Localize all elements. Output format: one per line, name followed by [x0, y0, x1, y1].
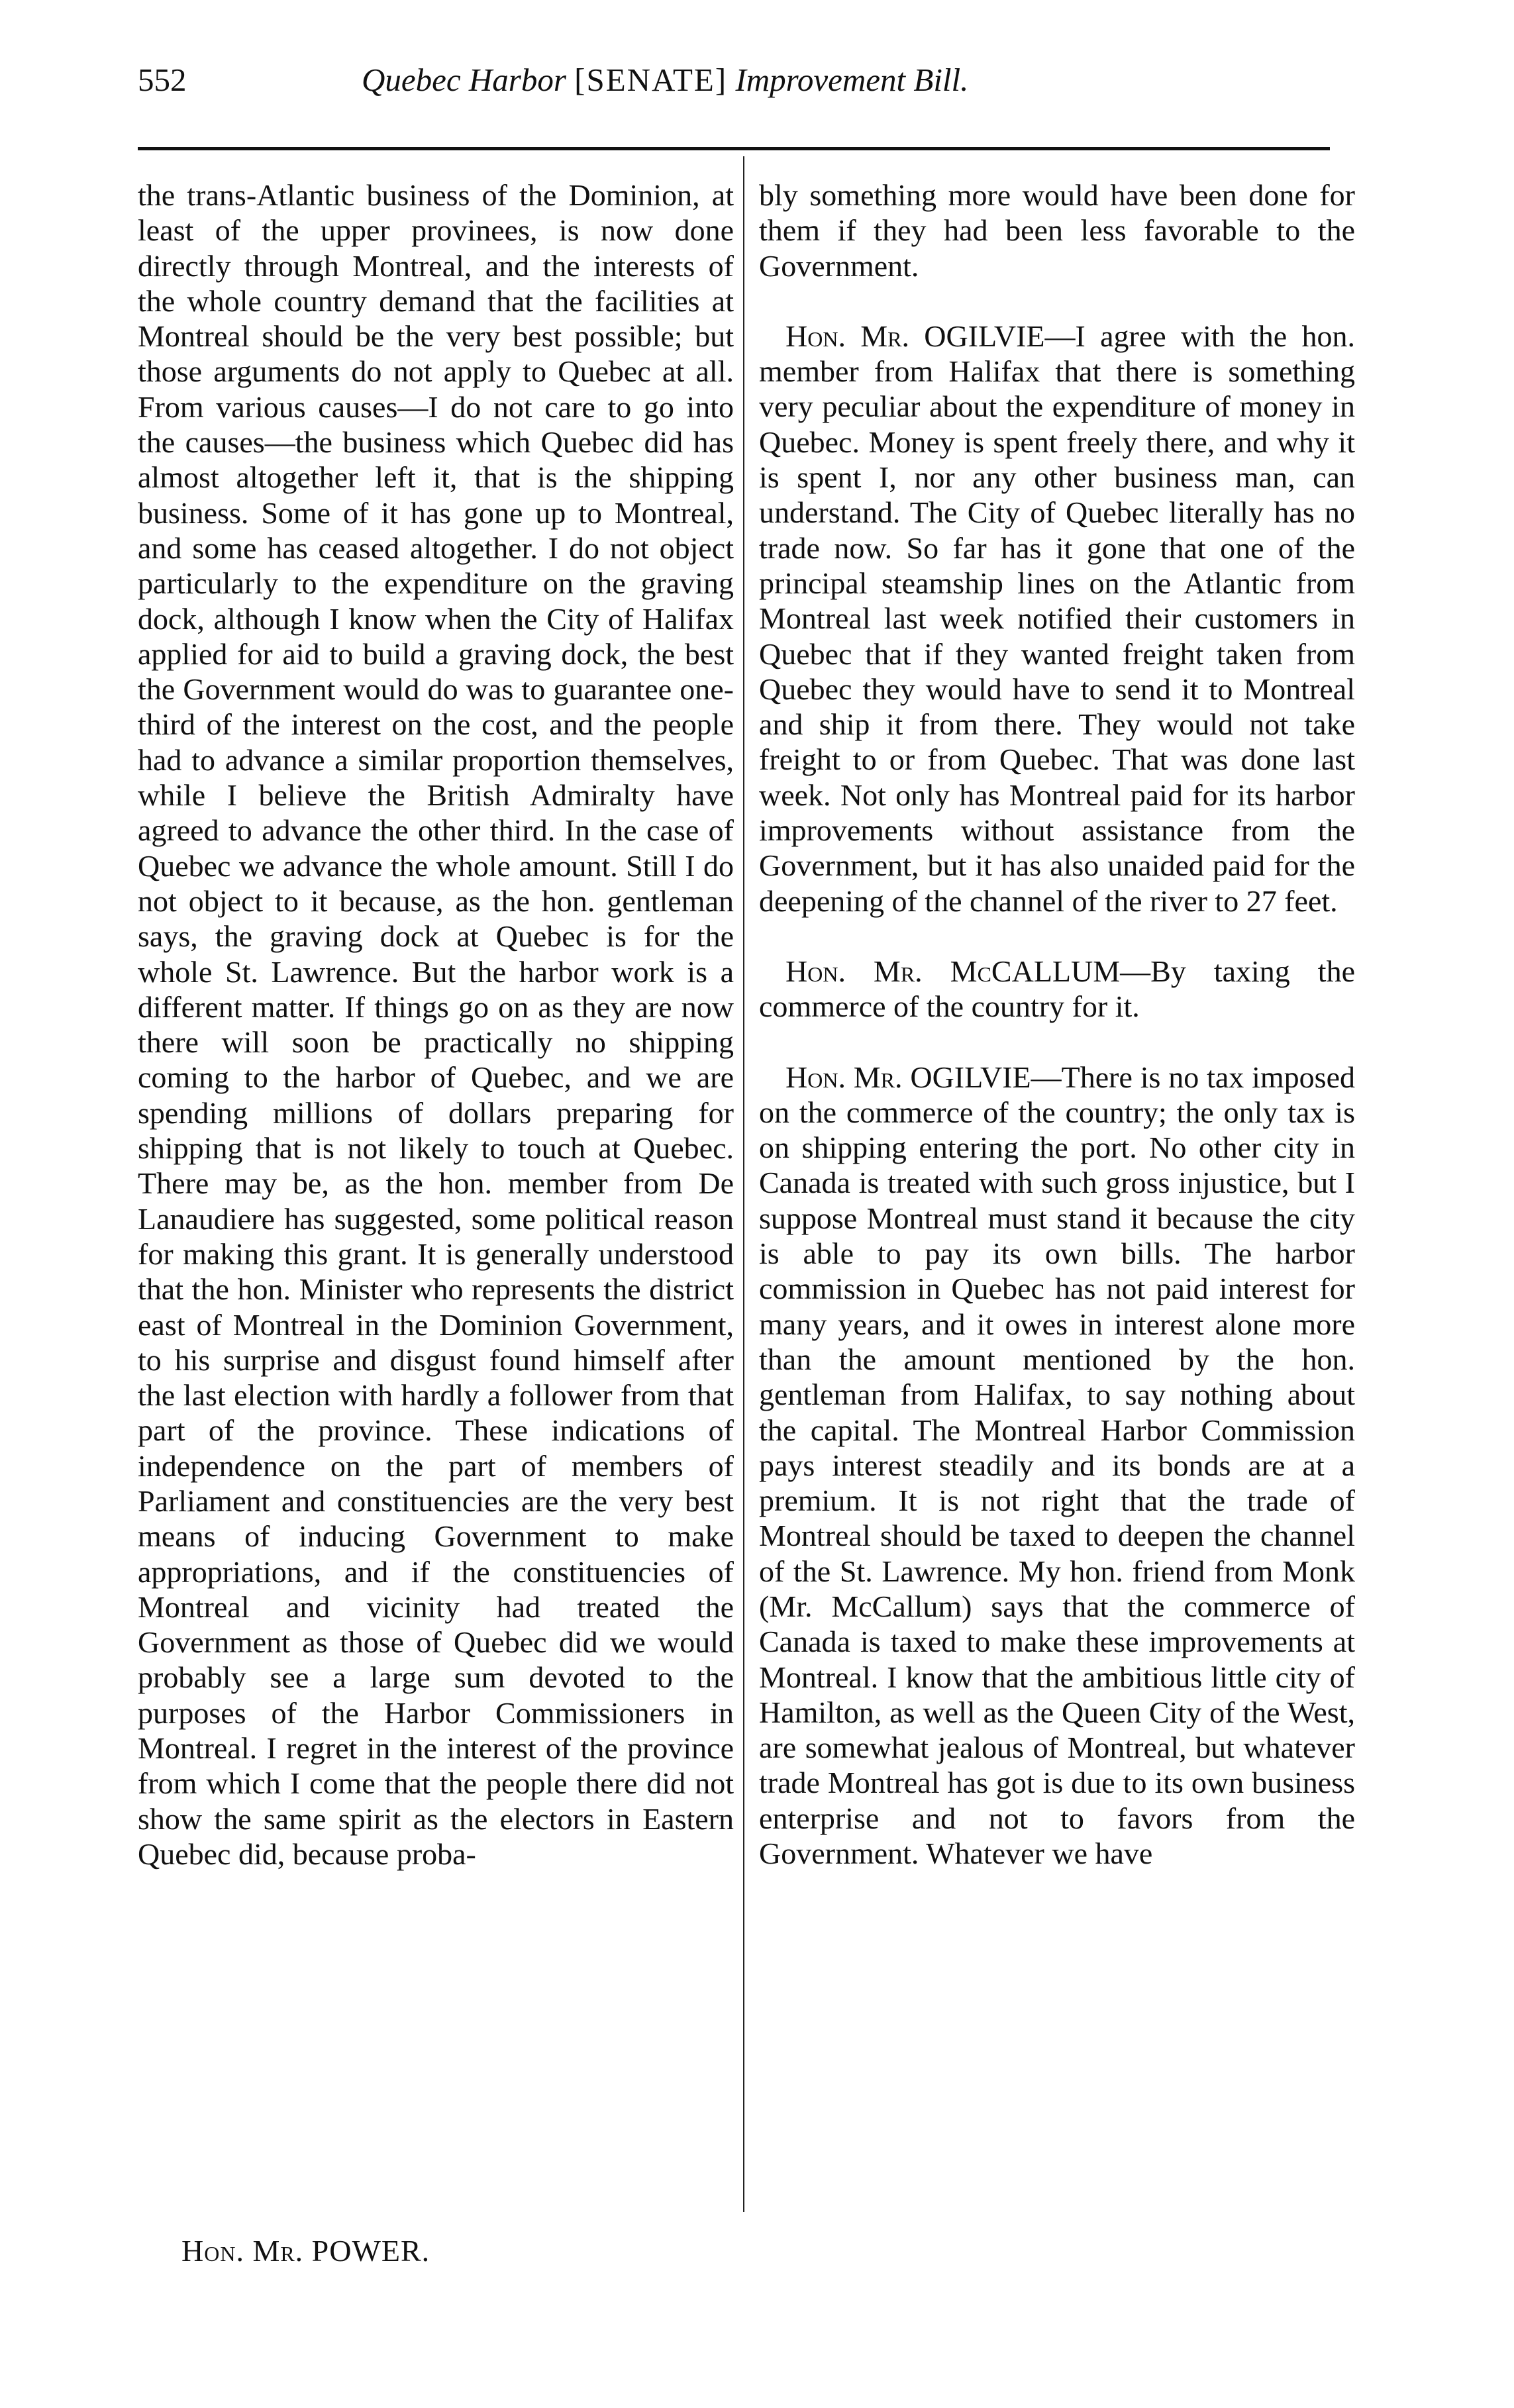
running-title-chamber: [SENATE] [574, 62, 728, 98]
running-title-left: Quebec Harbor [362, 62, 566, 98]
left-column-paragraph: the trans-Atlantic business of the Dominion, at least of the upper provinees, is now done directly through Montreal, and the interests of the whole country demand that the facilities at Montreal should be the very best possible; but those arguments do not apply to Quebec at all. From various causes—I do not care to go into the causes—the business which Quebec did has almost altogether left it, that is the shipping business. Some of it has gone up to Montreal, and some has ceased altogether. I do not object particularly to the expenditure on the graving dock, although I know when the City of Halifax applied for aid to build a graving dock, the best the Government would do was to guarantee one-third of the interest on the cost, and the people had to advance a similar proportion themselves, while I believe the British Admiralty have agreed to advance the other third. In the case of Quebec we advance the whole amount. Still I do not object to it because, as the hon. gentleman says, the graving dock at Quebec is for the whole St. Lawrence. But the harbor work is a different matter. If things go on as they are now there will soon be practically no shipping coming to the harbor of Quebec, and we are spending millions of dollars preparing for shipping that is not likely to touch at Quebec. There may be, as the hon. member from De Lanaudiere has suggested, some political reason for making this grant. It is generally understood that the hon. Minister who represents the district east of Montreal in the Dominion Government, to his surprise and disgust found himself after the last election with hardly a follower from that part of the province. These indications of independence on the part of members of Parliament and constituencies are the very best means of inducing Government to make appropriations, and if the constituencies of Montreal and vicinity had treated the Government as those of Quebec did we would probably see a large sum devoted to the purposes of the Harbor Commissioners in Montreal. I regret in the interest of the province from which I come that the people there did not show the same spirit as the electors in Eastern Quebec did, because proba- [138, 178, 734, 1871]
speech-mccallum [759, 954, 1355, 1025]
continued-paragraph: bly something more would have been done for them if they had been less favorable to the Government. [759, 178, 1355, 283]
speech-ogilvie-1 [759, 319, 1355, 919]
footer-speaker: Hon. Mr. POWER. [181, 2234, 430, 2268]
speech-text: —By taxing the commerce of the country for it. [759, 954, 1355, 1024]
paragraph-gap [759, 919, 1355, 954]
speech-text: —There is no tax imposed on the commerce of the country; the only tax is on shipping entering the port. No other city in Canada is treated with such gross injustice, but I suppose Montreal must stand it because the city is able to pay its own bills. The harbor commission in Quebec has not paid interest for many years, and it owes in interest alone more than the amount mentioned by the hon. gentleman from Halifax, to say nothing about the capital. The Montreal Harbor Commission pays interest steadily and its bonds are at a premium. It is not right that the trade of Montreal should be taxed to deepen the channel of the St. Lawrence. My hon. friend from Monk (Mr. McCallum) says that the commerce of Canada is taxed to make these improvements at Montreal. I know that the ambitious little city of Hamilton, as well as the Queen City of the West, are somewhat jealous of Montreal, but whatever trade Montreal has got is due to its own business enterprise and not to favors from the Government. Whatever we have [759, 1060, 1355, 1871]
header-rule [138, 147, 1330, 150]
speech-ogilvie-2 [759, 1060, 1355, 1872]
paragraph-gap [759, 283, 1355, 319]
paragraph-gap [759, 1025, 1355, 1060]
speech-text: —I agree with the hon. member from Halifax that there is something very peculiar about the expenditure of money in Quebec. Money is spent freely there, and why it is spent I, nor any other business man, can understand. The City of Quebec literally has no trade now. So far has it gone that one of the principal steamship lines on the Atlantic from Montreal last week notified their customers in Quebec that if they wanted freight taken from Quebec they would have to send it to Montreal and ship it from there. They would not take freight to or from Quebec. That was done last week. Not only has Montreal paid for its harbor improvements without assistance from the Government, but it has also unaided paid for the deepening of the channel of the river to 27 feet. [759, 319, 1355, 918]
speaker-name: Hon. Mr. McCALLUM [785, 954, 1121, 988]
left-column [138, 177, 734, 1872]
page-number: 552 [138, 62, 187, 98]
speaker-name: Hon. Mr. OGILVIE [785, 319, 1045, 353]
right-column [759, 177, 1355, 1871]
column-divider [743, 156, 744, 2212]
running-title-right: Improvement Bill. [735, 62, 969, 98]
speaker-name: Hon. Mr. OGILVIE [785, 1060, 1031, 1094]
running-title [362, 61, 968, 99]
page-header [138, 61, 1330, 114]
